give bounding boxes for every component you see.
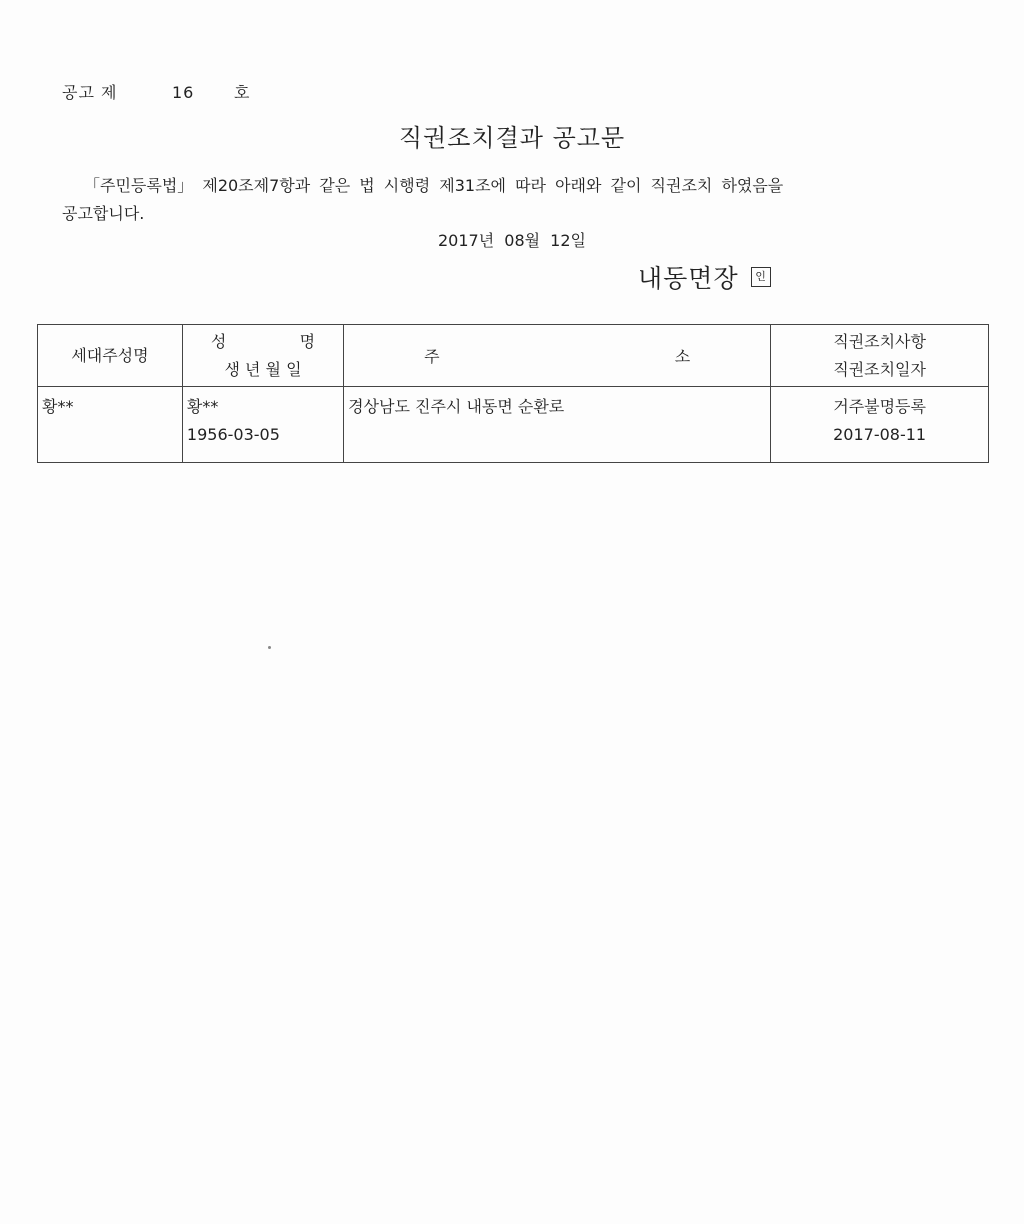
- notice-body-line-2: 공고합니다.: [62, 204, 145, 223]
- notice-prefix: 공고 제: [62, 83, 118, 102]
- header-birth: 생 년 월 일: [224, 359, 302, 379]
- document-title: 직권조치결과 공고문: [398, 124, 626, 152]
- cell-action-date: 2017-08-11: [833, 425, 927, 444]
- signer-block: [638, 259, 771, 295]
- cell-birth: 1956-03-05: [186, 425, 280, 444]
- cell-action-item: 거주불명등록: [833, 397, 926, 416]
- seal-stamp: 인: [751, 267, 771, 287]
- header-action-item: 직권조치사항: [833, 331, 926, 351]
- cell-householder: 황**: [38, 387, 183, 463]
- cell-action: [771, 387, 989, 463]
- notice-number: [62, 80, 250, 103]
- table-row: [38, 387, 989, 463]
- cell-address: 경상남도 진주시 내동면 순환로: [344, 387, 771, 463]
- header-action-date: 직권조치일자: [833, 359, 926, 379]
- result-table: [37, 324, 989, 463]
- header-address-right: 소: [674, 347, 691, 366]
- header-name-right: 명: [299, 331, 316, 351]
- cell-name-birth: [182, 387, 343, 463]
- header-action: [771, 325, 989, 387]
- cell-name: 황**: [186, 397, 219, 416]
- notice-date: 2017년 08월 12일: [438, 231, 586, 250]
- header-name-birth: [182, 325, 343, 387]
- notice-body: [62, 172, 922, 228]
- notice-number-value: 16: [172, 83, 195, 102]
- notice-suffix: 호: [234, 83, 251, 102]
- signer-name: 내동면장: [638, 264, 739, 293]
- header-householder: 세대주성명: [38, 325, 183, 387]
- table-header-row: [38, 325, 989, 387]
- header-address-left: 주: [424, 347, 440, 366]
- scan-speck: [268, 646, 271, 649]
- notice-body-line-1: 「주민등록법」 제20조제7항과 같은 법 시행령 제31조에 따라 아래와 같이 직권조치 하였음을: [84, 176, 784, 195]
- header-address: [344, 325, 771, 387]
- header-name-left: 성: [210, 331, 227, 351]
